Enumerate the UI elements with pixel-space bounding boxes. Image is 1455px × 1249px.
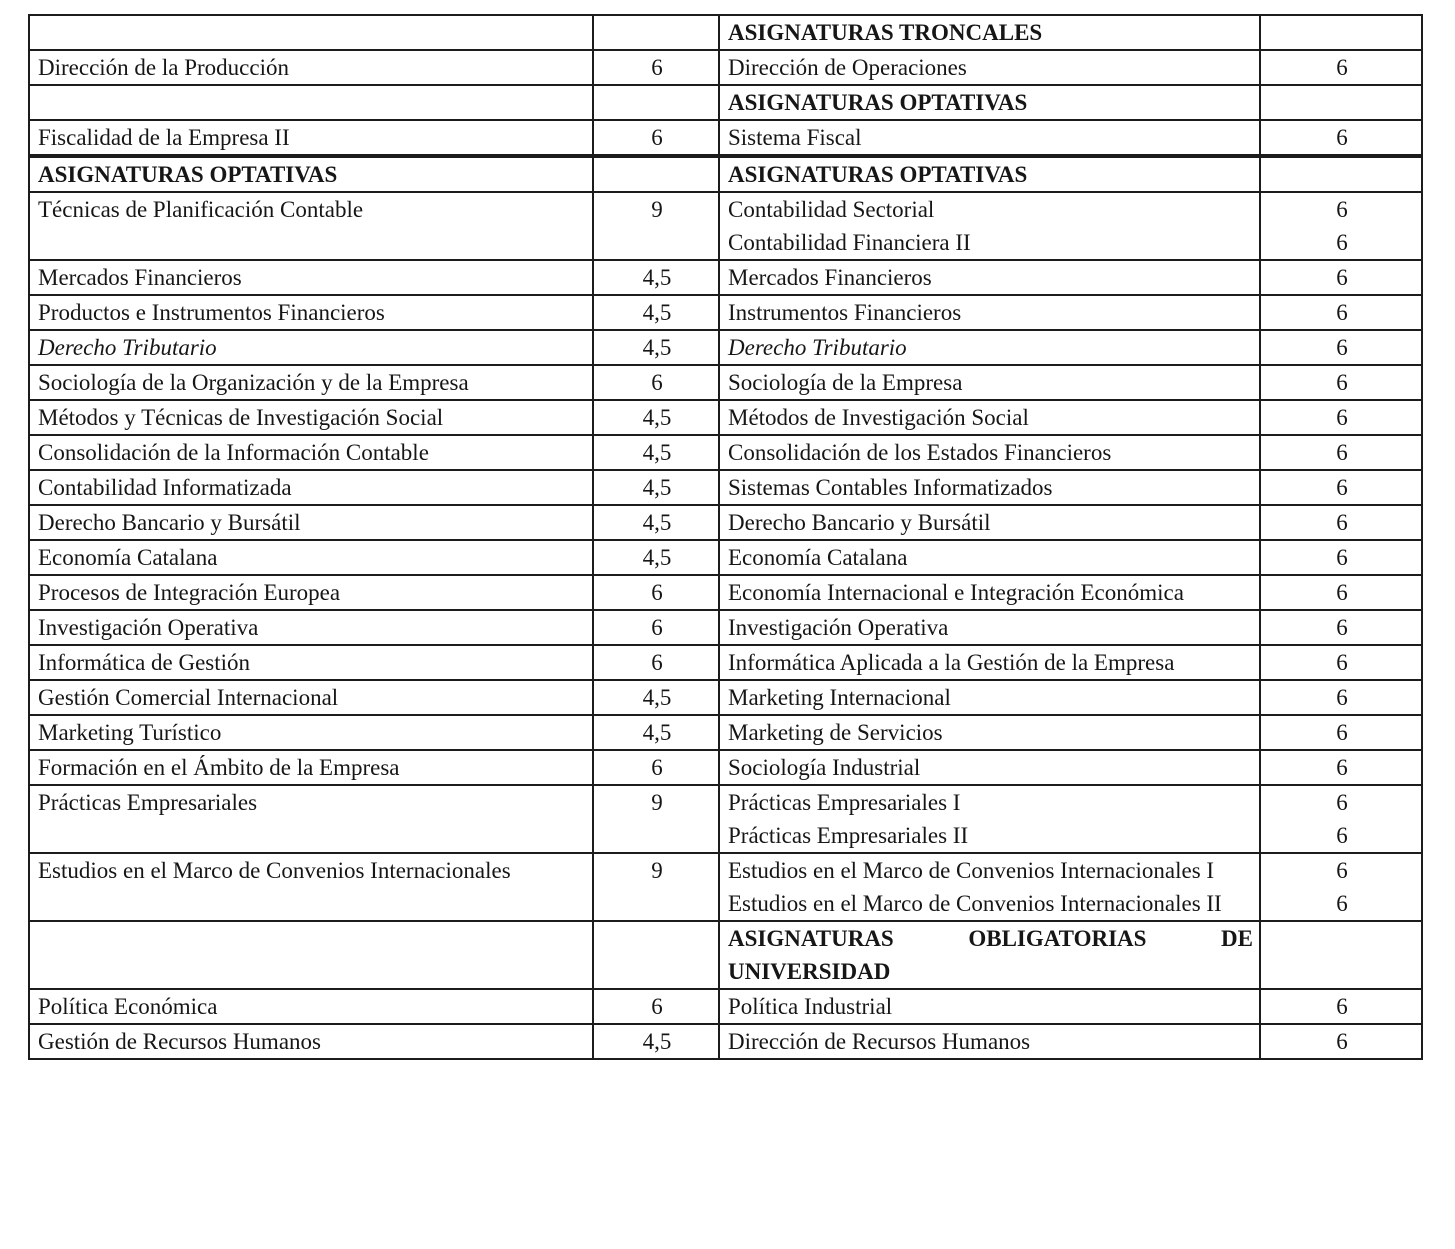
table-row	[29, 1024, 1422, 1059]
new-subject-cell	[719, 715, 1260, 750]
old-credits-cell: 6	[593, 645, 719, 680]
old-credits-cell: 6	[593, 575, 719, 610]
new-credits-cell	[1260, 15, 1422, 50]
new-credits-value: 6	[1336, 197, 1348, 222]
old-credits-cell: 6	[593, 120, 719, 155]
old-subject-cell: Derecho Bancario y Bursátil	[29, 505, 593, 540]
table-row	[29, 715, 1422, 750]
new-subject-name: Marketing de Servicios	[728, 720, 943, 745]
new-credits-value: 6	[1336, 858, 1348, 883]
table-row	[29, 120, 1422, 155]
new-credits-value: 6	[1336, 335, 1348, 360]
old-credits-cell: 4,5	[593, 295, 719, 330]
new-credits-value: 6	[1336, 790, 1348, 815]
new-credits-value: 6	[1336, 615, 1348, 640]
new-credits-value: 6	[1336, 475, 1348, 500]
table-row	[29, 365, 1422, 400]
table-row	[29, 435, 1422, 470]
old-subject-cell: Informática de Gestión	[29, 645, 593, 680]
new-credits-cell	[1260, 989, 1422, 1024]
new-subject-name: ASIGNATURAS TRONCALES	[728, 20, 1043, 45]
table-row	[29, 260, 1422, 295]
new-subject-name: Sistemas Contables Informatizados	[728, 475, 1053, 500]
old-credits-cell: 6	[593, 750, 719, 785]
new-credits-cell	[1260, 50, 1422, 85]
new-credits-cell	[1260, 470, 1422, 505]
old-subject-cell: Economía Catalana	[29, 540, 593, 575]
table-row	[29, 540, 1422, 575]
new-credits-cell	[1260, 540, 1422, 575]
old-credits-cell: 4,5	[593, 505, 719, 540]
old-credits-cell: 6	[593, 610, 719, 645]
new-subject-cell	[719, 1024, 1260, 1059]
old-credits-cell: 4,5	[593, 1024, 719, 1059]
new-credits-cell	[1260, 260, 1422, 295]
old-credits-cell: 9	[593, 785, 719, 853]
new-credits-cell	[1260, 853, 1422, 921]
new-credits-cell	[1260, 400, 1422, 435]
new-credits-cell	[1260, 435, 1422, 470]
new-subject-cell	[719, 645, 1260, 680]
old-credits-cell: 6	[593, 365, 719, 400]
old-subject-cell: Derecho Tributario	[29, 330, 593, 365]
new-credits-value: 6	[1336, 300, 1348, 325]
table-row	[29, 610, 1422, 645]
old-credits-cell: 9	[593, 192, 719, 260]
table-row	[29, 400, 1422, 435]
old-subject-cell: Sociología de la Organización y de la Empresa	[29, 365, 593, 400]
new-subject-name: Economía Internacional e Integración Económica	[728, 580, 1184, 605]
new-subject-cell	[719, 470, 1260, 505]
new-subject-name: Sociología Industrial	[728, 755, 921, 780]
new-subject-name: Derecho Bancario y Bursátil	[728, 510, 991, 535]
new-credits-cell	[1260, 715, 1422, 750]
table-row	[29, 157, 1422, 192]
table-row	[29, 295, 1422, 330]
new-subject-name: Derecho Tributario	[728, 335, 907, 360]
table-row	[29, 50, 1422, 85]
new-credits-cell	[1260, 192, 1422, 260]
new-subject-cell	[719, 989, 1260, 1024]
old-subject-cell: Marketing Turístico	[29, 715, 593, 750]
new-credits-value: 6	[1336, 510, 1348, 535]
new-subject-cell	[719, 120, 1260, 155]
table-row	[29, 921, 1422, 989]
old-credits-cell: 9	[593, 853, 719, 921]
new-subject-name: ASIGNATURAS OPTATIVAS	[728, 162, 1028, 187]
new-credits-cell	[1260, 610, 1422, 645]
new-subject-cell	[719, 435, 1260, 470]
new-subject-cell	[719, 505, 1260, 540]
new-subject-name: Investigación Operativa	[728, 615, 949, 640]
old-subject-cell: Prácticas Empresariales	[29, 785, 593, 853]
new-credits-cell	[1260, 785, 1422, 853]
new-credits-value: 6	[1336, 230, 1348, 255]
table-row	[29, 192, 1422, 260]
new-credits-value: 6	[1336, 405, 1348, 430]
old-credits-cell: 4,5	[593, 715, 719, 750]
new-credits-cell	[1260, 120, 1422, 155]
new-credits-cell	[1260, 750, 1422, 785]
new-subject-name: Contabilidad Financiera II	[728, 230, 971, 255]
new-subject-name: ASIGNATURAS OBLIGATORIAS DE UNIVERSIDAD	[728, 926, 1253, 984]
new-subject-name: Estudios en el Marco de Convenios Internacionales I	[728, 858, 1215, 883]
new-credits-cell	[1260, 680, 1422, 715]
new-credits-value: 6	[1336, 685, 1348, 710]
table-row	[29, 575, 1422, 610]
new-subject-cell	[719, 330, 1260, 365]
new-subject-cell	[719, 15, 1260, 50]
table-row	[29, 505, 1422, 540]
new-subject-name: Consolidación de los Estados Financieros	[728, 440, 1112, 465]
new-subject-cell	[719, 260, 1260, 295]
new-subject-name: Dirección de Operaciones	[728, 55, 967, 80]
new-subject-name: Marketing Internacional	[728, 685, 951, 710]
new-credits-cell	[1260, 1024, 1422, 1059]
new-subject-cell	[719, 750, 1260, 785]
new-credits-cell	[1260, 575, 1422, 610]
old-subject-cell: Fiscalidad de la Empresa II	[29, 120, 593, 155]
new-subject-name: ASIGNATURAS OPTATIVAS	[728, 90, 1028, 115]
table-row	[29, 853, 1422, 921]
old-subject-cell: Productos e Instrumentos Financieros	[29, 295, 593, 330]
new-subject-cell	[719, 921, 1260, 989]
table-body	[29, 15, 1422, 1059]
new-credits-value: 6	[1336, 370, 1348, 395]
old-credits-cell: 4,5	[593, 470, 719, 505]
new-subject-cell	[719, 85, 1260, 120]
table-row	[29, 785, 1422, 853]
new-subject-cell	[719, 295, 1260, 330]
old-subject-cell: Contabilidad Informatizada	[29, 470, 593, 505]
new-credits-value: 6	[1336, 55, 1348, 80]
table-row	[29, 750, 1422, 785]
old-credits-cell: 4,5	[593, 260, 719, 295]
old-credits-cell: 6	[593, 50, 719, 85]
old-subject-cell: Estudios en el Marco de Convenios Internacionales	[29, 853, 593, 921]
new-subject-name: Mercados Financieros	[728, 265, 932, 290]
table-row	[29, 15, 1422, 50]
new-subject-cell	[719, 785, 1260, 853]
new-credits-value: 6	[1336, 994, 1348, 1019]
new-credits-value: 6	[1336, 823, 1348, 848]
old-credits-cell: 4,5	[593, 435, 719, 470]
new-credits-value: 6	[1336, 440, 1348, 465]
old-credits-cell: 4,5	[593, 680, 719, 715]
old-subject-cell	[29, 15, 593, 50]
old-subject-cell: Técnicas de Planificación Contable	[29, 192, 593, 260]
table-row	[29, 989, 1422, 1024]
new-subject-cell	[719, 365, 1260, 400]
old-subject-cell: Mercados Financieros	[29, 260, 593, 295]
old-credits-cell: 6	[593, 989, 719, 1024]
new-subject-cell	[719, 192, 1260, 260]
table-row	[29, 645, 1422, 680]
new-credits-value: 6	[1336, 1029, 1348, 1054]
new-credits-value: 6	[1336, 125, 1348, 150]
new-credits-cell	[1260, 365, 1422, 400]
old-subject-cell: Métodos y Técnicas de Investigación Social	[29, 400, 593, 435]
old-credits-cell: 4,5	[593, 330, 719, 365]
old-subject-cell: Formación en el Ámbito de la Empresa	[29, 750, 593, 785]
old-credits-cell	[593, 157, 719, 192]
new-credits-value: 6	[1336, 891, 1348, 916]
new-subject-cell	[719, 853, 1260, 921]
old-subject-cell	[29, 85, 593, 120]
old-subject-cell: Gestión de Recursos Humanos	[29, 1024, 593, 1059]
new-credits-cell	[1260, 330, 1422, 365]
table-row	[29, 680, 1422, 715]
old-subject-cell: Procesos de Integración Europea	[29, 575, 593, 610]
new-credits-value: 6	[1336, 545, 1348, 570]
new-subject-name: Estudios en el Marco de Convenios Internacionales II	[728, 891, 1222, 916]
old-subject-cell: Consolidación de la Información Contable	[29, 435, 593, 470]
new-subject-name: Dirección de Recursos Humanos	[728, 1029, 1031, 1054]
new-credits-cell	[1260, 295, 1422, 330]
subject-equivalence-table	[28, 14, 1423, 1060]
new-credits-cell	[1260, 157, 1422, 192]
old-subject-cell: Dirección de la Producción	[29, 50, 593, 85]
old-subject-cell	[29, 921, 593, 989]
new-credits-cell	[1260, 921, 1422, 989]
new-subject-name: Informática Aplicada a la Gestión de la Empresa	[728, 650, 1175, 675]
new-subject-cell	[719, 400, 1260, 435]
old-credits-cell	[593, 15, 719, 50]
table-row	[29, 470, 1422, 505]
new-subject-name: Sociología de la Empresa	[728, 370, 963, 395]
new-subject-cell	[719, 680, 1260, 715]
new-credits-value: 6	[1336, 650, 1348, 675]
new-credits-cell	[1260, 85, 1422, 120]
old-subject-cell: ASIGNATURAS OPTATIVAS	[29, 157, 593, 192]
old-credits-cell: 4,5	[593, 540, 719, 575]
new-subject-name: Instrumentos Financieros	[728, 300, 962, 325]
new-subject-name: Sistema Fiscal	[728, 125, 862, 150]
new-subject-cell	[719, 610, 1260, 645]
new-subject-name: Política Industrial	[728, 994, 893, 1019]
new-credits-value: 6	[1336, 265, 1348, 290]
new-subject-name: Métodos de Investigación Social	[728, 405, 1029, 430]
new-subject-name: Contabilidad Sectorial	[728, 197, 935, 222]
old-subject-cell: Gestión Comercial Internacional	[29, 680, 593, 715]
old-subject-cell: Política Económica	[29, 989, 593, 1024]
old-subject-cell: Investigación Operativa	[29, 610, 593, 645]
new-subject-cell	[719, 157, 1260, 192]
old-credits-cell	[593, 921, 719, 989]
new-credits-value: 6	[1336, 755, 1348, 780]
new-credits-cell	[1260, 505, 1422, 540]
table-row	[29, 330, 1422, 365]
new-credits-value: 6	[1336, 720, 1348, 745]
new-subject-cell	[719, 575, 1260, 610]
table-row	[29, 85, 1422, 120]
old-credits-cell: 4,5	[593, 400, 719, 435]
new-credits-value: 6	[1336, 580, 1348, 605]
new-subject-name: Economía Catalana	[728, 545, 908, 570]
new-credits-cell	[1260, 645, 1422, 680]
new-subject-cell	[719, 50, 1260, 85]
new-subject-cell	[719, 540, 1260, 575]
old-credits-cell	[593, 85, 719, 120]
new-subject-name: Prácticas Empresariales II	[728, 823, 969, 848]
new-subject-name: Prácticas Empresariales I	[728, 790, 961, 815]
